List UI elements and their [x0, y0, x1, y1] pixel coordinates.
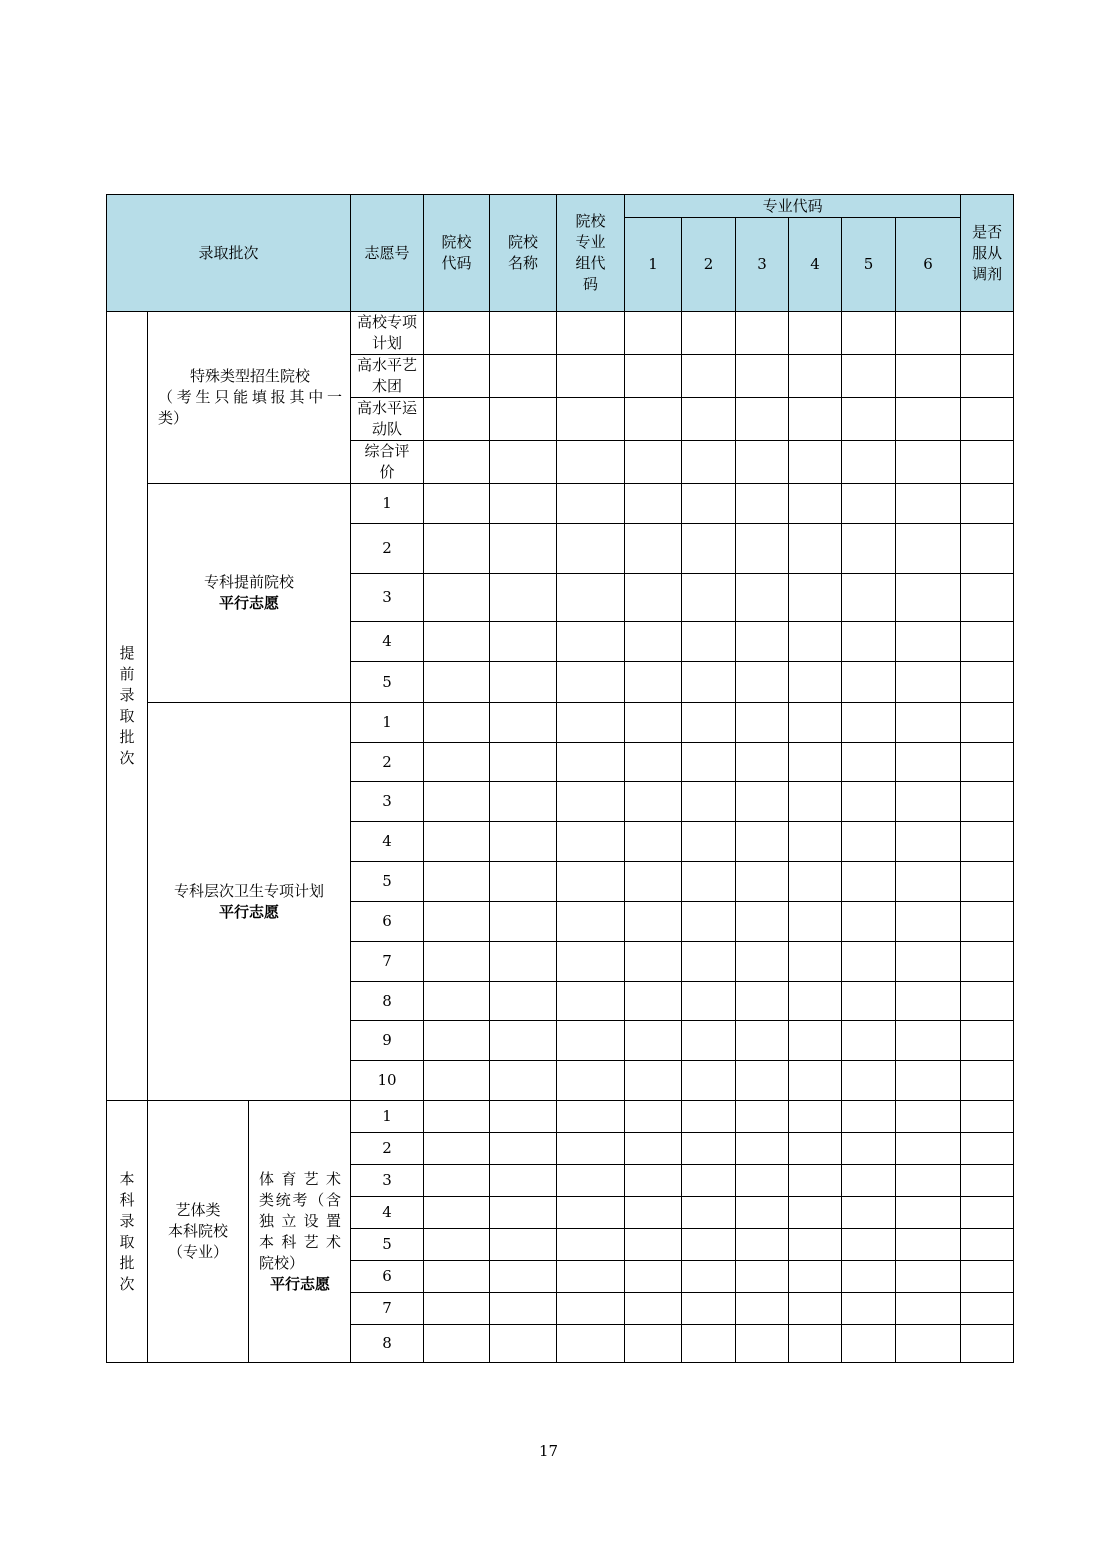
volunteer-number: 1	[351, 1101, 424, 1133]
header-major-2: 2	[682, 218, 736, 312]
volunteer-number: 4	[351, 622, 424, 662]
volunteer-label: 高校专项 计划	[351, 312, 424, 355]
volunteer-label: 综合评 价	[351, 441, 424, 484]
table-row	[107, 312, 1014, 355]
volunteer-number: 4	[351, 822, 424, 862]
header-major-4: 4	[789, 218, 842, 312]
special-type-category: 特殊类型招生院校 （考生只能填报其中一 类）	[148, 312, 351, 484]
header-major-3: 3	[736, 218, 789, 312]
page-number: 17	[538, 1442, 559, 1460]
table-row	[107, 1101, 1014, 1133]
early-batch-label: 提 前 录 取 批 次	[107, 312, 148, 1101]
header-school-code: 院校 代码	[424, 195, 490, 312]
volunteer-number: 3	[351, 782, 424, 822]
header-school-group-code: 院校 专业 组代 码	[557, 195, 625, 312]
volunteer-number: 9	[351, 1021, 424, 1061]
volunteer-number: 8	[351, 1325, 424, 1363]
volunteer-number: 5	[351, 862, 424, 902]
volunteer-label: 高水平运 动队	[351, 398, 424, 441]
header-adjust: 是否 服从 调剂	[961, 195, 1014, 312]
header-major-6: 6	[896, 218, 961, 312]
volunteer-number: 4	[351, 1197, 424, 1229]
volunteer-number: 5	[351, 662, 424, 703]
header-major-1: 1	[625, 218, 682, 312]
volunteer-number: 7	[351, 942, 424, 982]
undergrad-batch-label: 本 科 录 取 批 次	[107, 1101, 148, 1363]
volunteer-number: 2	[351, 1133, 424, 1165]
volunteer-number: 3	[351, 574, 424, 622]
volunteer-number: 2	[351, 524, 424, 574]
health-plan-category: 专科层次卫生专项计划 平行志愿	[148, 703, 351, 1101]
vocational-early-category: 专科提前院校 平行志愿	[148, 484, 351, 703]
header-major-code: 专业代码	[625, 195, 961, 218]
volunteer-number: 8	[351, 982, 424, 1021]
volunteer-number: 6	[351, 902, 424, 942]
volunteer-number: 6	[351, 1261, 424, 1293]
volunteer-number: 5	[351, 1229, 424, 1261]
volunteer-form-table	[106, 194, 1014, 1363]
header-school-name: 院校 名称	[490, 195, 557, 312]
volunteer-number: 1	[351, 484, 424, 524]
art-sports-category: 艺体类 本科院校 （专业）	[148, 1101, 249, 1363]
header-volunteer-no: 志愿号	[351, 195, 424, 312]
volunteer-number: 3	[351, 1165, 424, 1197]
header-major-5: 5	[842, 218, 896, 312]
unified-exam-category: 体育艺术 类统考（含 独立设置 本科艺术 院校） 平行志愿	[249, 1101, 351, 1363]
header-batch: 录取批次	[107, 195, 351, 312]
volunteer-label: 高水平艺 术团	[351, 355, 424, 398]
volunteer-number: 1	[351, 703, 424, 743]
table-row	[107, 703, 1014, 743]
volunteer-number: 2	[351, 743, 424, 782]
volunteer-number: 10	[351, 1061, 424, 1101]
volunteer-number: 7	[351, 1293, 424, 1325]
table-row	[107, 484, 1014, 524]
